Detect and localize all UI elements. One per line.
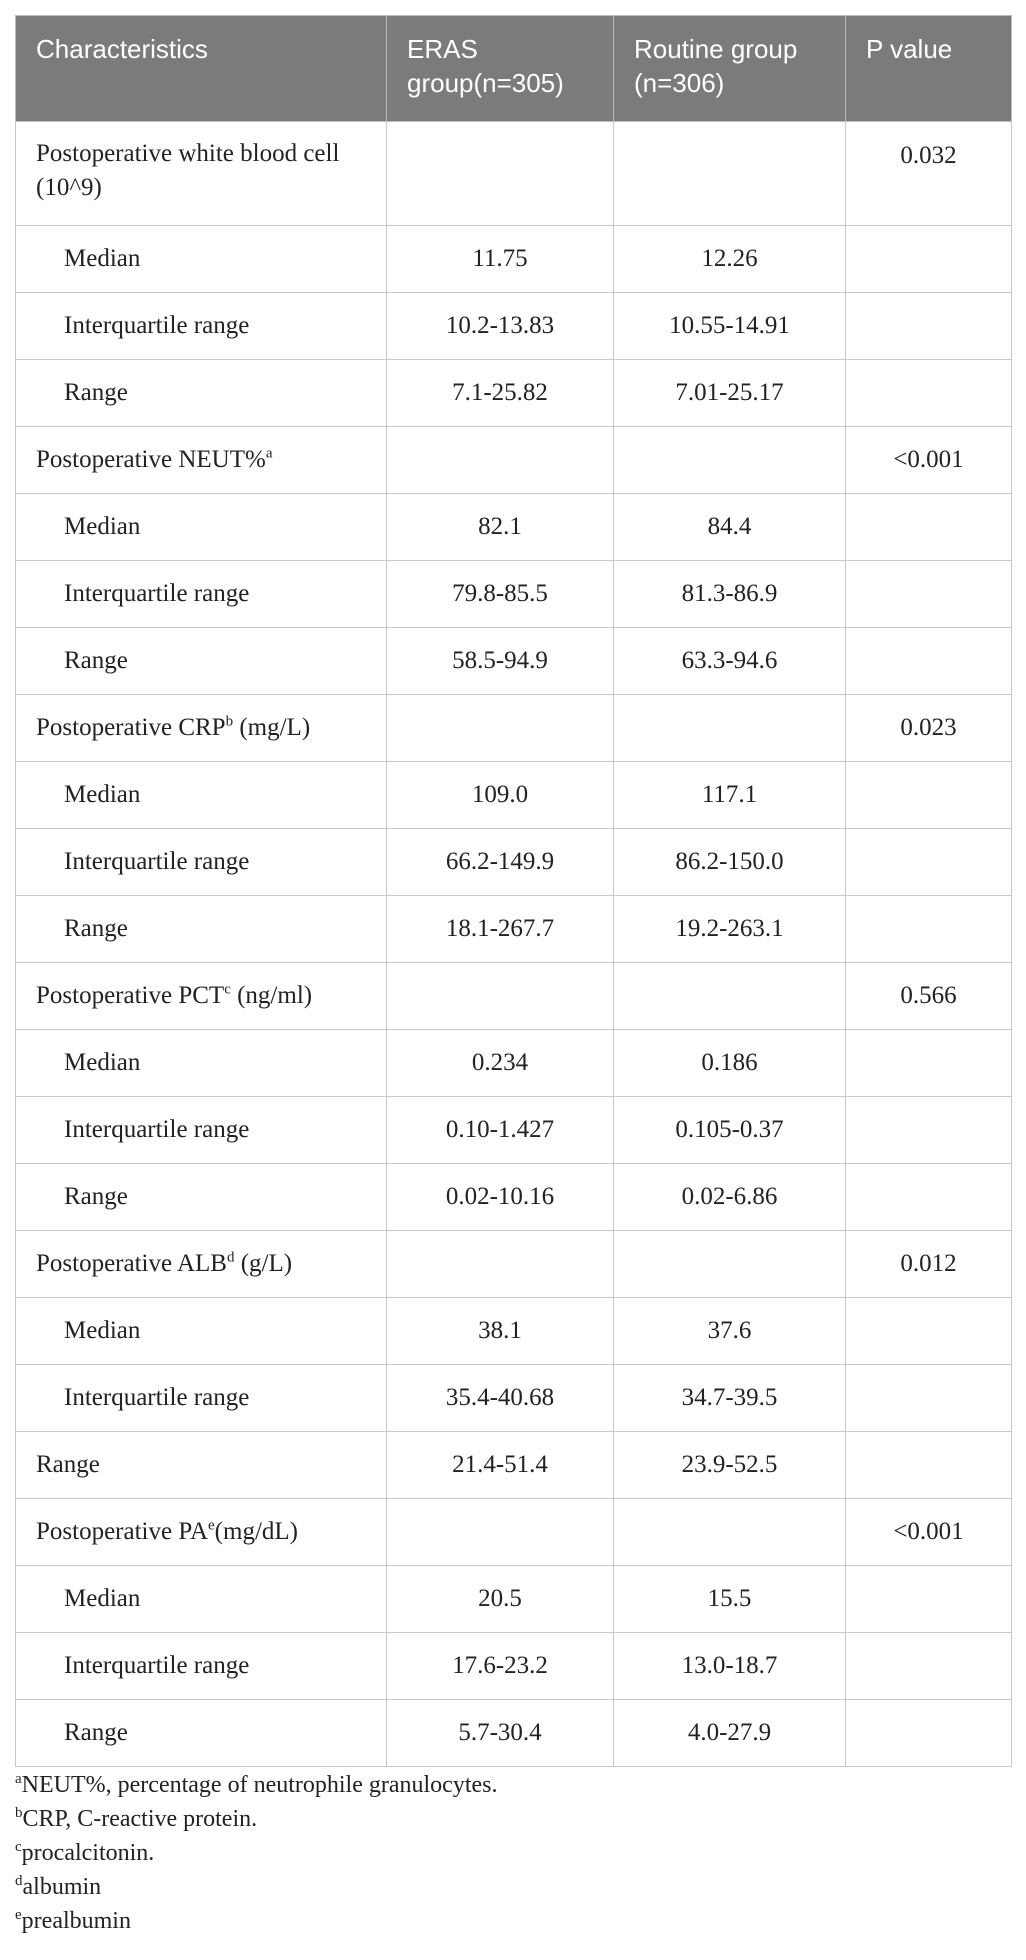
p-value [846,1164,1012,1231]
row-label [16,762,387,829]
row-label-text: Postoperative ALB [36,1250,227,1277]
routine-value: 19.2-263.1 [614,896,846,963]
row-label [16,1633,387,1700]
footnote [15,1768,498,1802]
eras-value: 109.0 [387,762,614,829]
p-value: 0.023 [846,695,1012,762]
row-label [16,963,387,1030]
eras-value: 7.1-25.82 [387,360,614,427]
routine-value: 10.55-14.91 [614,293,846,360]
p-value [846,1633,1012,1700]
row-label [16,1499,387,1566]
row-label-text: Median [64,245,141,272]
table-row [16,963,1012,1030]
p-value: <0.001 [846,1499,1012,1566]
routine-value: 81.3-86.9 [614,561,846,628]
row-label-text: Interquartile range [64,312,250,339]
footnote [15,1870,498,1904]
footnote-marker: d [15,1873,23,1889]
p-value: 0.012 [846,1231,1012,1298]
row-label-unit: (mg/dL) [214,1518,298,1545]
p-value [846,896,1012,963]
row-label-text: Interquartile range [64,848,250,875]
eras-value: 66.2-149.9 [387,829,614,896]
eras-value [387,1499,614,1566]
row-label-text: Postoperative CRP [36,714,226,741]
footnotes [15,1768,498,1938]
row-label [16,1164,387,1231]
routine-value: 37.6 [614,1298,846,1365]
p-value [846,1432,1012,1499]
footnote-text: prealbumin [21,1908,131,1934]
eras-value [387,1231,614,1298]
eras-value [387,963,614,1030]
eras-value: 0.02-10.16 [387,1164,614,1231]
routine-value: 34.7-39.5 [614,1365,846,1432]
footnote [15,1904,498,1938]
table-row [16,1700,1012,1767]
footnote-text: NEUT%, percentage of neutrophile granulocytes. [21,1772,498,1798]
footnote-text: albumin [22,1874,102,1900]
routine-value: 4.0-27.9 [614,1700,846,1767]
row-label-text: Range [36,1451,100,1478]
routine-value: 15.5 [614,1566,846,1633]
table-body [16,122,1012,1767]
p-value: <0.001 [846,427,1012,494]
routine-value [614,695,846,762]
eras-value: 18.1-267.7 [387,896,614,963]
table-row [16,561,1012,628]
row-label-text: Interquartile range [64,580,250,607]
table-row [16,1231,1012,1298]
row-label [16,1566,387,1633]
row-label [16,360,387,427]
p-value: 0.032 [846,122,1012,226]
table-header [16,16,1012,122]
eras-value [387,695,614,762]
p-value: 0.566 [846,963,1012,1030]
footnote-marker: b [15,1805,23,1821]
eras-value: 79.8-85.5 [387,561,614,628]
row-label-text: Range [64,915,128,942]
row-label [16,1030,387,1097]
table-row [16,226,1012,293]
row-label [16,1097,387,1164]
data-table [15,15,1012,1767]
row-label-text: Range [64,379,128,406]
routine-value: 0.02-6.86 [614,1164,846,1231]
header-characteristics: Characteristics [16,16,387,122]
table-row [16,1365,1012,1432]
footnote [15,1836,498,1870]
row-label [16,1298,387,1365]
eras-value [387,427,614,494]
routine-value [614,963,846,1030]
table-row [16,695,1012,762]
row-label-unit: (ng/ml) [230,982,313,1009]
eras-value: 17.6-23.2 [387,1633,614,1700]
row-label [16,427,387,494]
header-eras-group: ERAS group(n=305) [387,16,614,122]
eras-value: 0.234 [387,1030,614,1097]
row-label [16,829,387,896]
table-row [16,1566,1012,1633]
row-label [16,1231,387,1298]
table-row [16,762,1012,829]
footnote-marker: e [208,1517,215,1534]
row-label-text: Median [64,1317,141,1344]
row-label [16,695,387,762]
row-label [16,1432,387,1499]
row-label-text: Interquartile range [64,1384,250,1411]
row-label [16,628,387,695]
row-label [16,561,387,628]
p-value [846,762,1012,829]
footnote-marker: c [224,981,231,998]
table-row [16,1499,1012,1566]
routine-value: 0.186 [614,1030,846,1097]
footnote-marker: d [226,1249,235,1266]
eras-value: 20.5 [387,1566,614,1633]
row-label [16,896,387,963]
p-value [846,1030,1012,1097]
p-value [846,1700,1012,1767]
table-row [16,628,1012,695]
p-value [846,628,1012,695]
table-row [16,1097,1012,1164]
p-value [846,829,1012,896]
footnote-marker: a [265,445,273,462]
routine-value: 63.3-94.6 [614,628,846,695]
row-label [16,1365,387,1432]
routine-value: 117.1 [614,762,846,829]
row-label-text: Median [64,1049,141,1076]
footnote-text: procalcitonin. [21,1840,155,1866]
footnote [15,1802,498,1836]
row-label-unit: (g/L) [234,1250,293,1277]
row-label-text: Median [64,1585,141,1612]
table-row [16,1164,1012,1231]
row-label-text: Postoperative PA [36,1518,208,1545]
p-value [846,226,1012,293]
routine-value: 86.2-150.0 [614,829,846,896]
row-label-text: Range [64,1719,128,1746]
row-label-text: Interquartile range [64,1652,250,1679]
row-label-text: Postoperative white blood cell (10^9) [36,140,340,201]
row-label [16,494,387,561]
eras-value: 82.1 [387,494,614,561]
routine-value: 13.0-18.7 [614,1633,846,1700]
eras-value: 11.75 [387,226,614,293]
table-row [16,1298,1012,1365]
table-row [16,122,1012,226]
row-label-text: Range [64,647,128,674]
routine-value [614,1231,846,1298]
table-row [16,829,1012,896]
eras-value: 58.5-94.9 [387,628,614,695]
eras-value [387,122,614,226]
footnote-marker: a [15,1771,22,1787]
table-row [16,1432,1012,1499]
header-row [16,16,1012,122]
eras-value: 38.1 [387,1298,614,1365]
routine-value: 7.01-25.17 [614,360,846,427]
p-value [846,1365,1012,1432]
row-label-text: Median [64,513,141,540]
routine-value [614,427,846,494]
footnote-marker: e [15,1907,22,1923]
p-value [846,293,1012,360]
eras-value: 35.4-40.68 [387,1365,614,1432]
row-label-text: Range [64,1183,128,1210]
table-row [16,1633,1012,1700]
table-row [16,896,1012,963]
row-label-text: Interquartile range [64,1116,250,1143]
p-value [846,494,1012,561]
p-value [846,561,1012,628]
routine-value [614,122,846,226]
routine-value: 23.9-52.5 [614,1432,846,1499]
table-row [16,360,1012,427]
row-label [16,293,387,360]
header-p-value: P value [846,16,1012,122]
eras-value: 5.7-30.4 [387,1700,614,1767]
p-value [846,1566,1012,1633]
eras-value: 0.10-1.427 [387,1097,614,1164]
table-row [16,293,1012,360]
footnote-marker: b [225,713,234,730]
row-label [16,1700,387,1767]
p-value [846,1298,1012,1365]
row-label [16,226,387,293]
routine-value: 0.105-0.37 [614,1097,846,1164]
header-routine-group: Routine group (n=306) [614,16,846,122]
table-row [16,427,1012,494]
routine-value [614,1499,846,1566]
row-label [16,122,387,226]
eras-value: 21.4-51.4 [387,1432,614,1499]
routine-value: 84.4 [614,494,846,561]
footnote-text: CRP, C-reactive protein. [22,1806,258,1832]
row-label-text: Median [64,781,141,808]
row-label-text: Postoperative NEUT% [36,446,266,473]
eras-value: 10.2-13.83 [387,293,614,360]
table-row [16,1030,1012,1097]
routine-value: 12.26 [614,226,846,293]
p-value [846,360,1012,427]
p-value [846,1097,1012,1164]
data-table-container [15,15,1011,1767]
row-label-unit: (mg/L) [233,714,311,741]
row-label-text: Postoperative PCT [36,982,225,1009]
table-row [16,494,1012,561]
footnote-marker: c [15,1839,22,1855]
